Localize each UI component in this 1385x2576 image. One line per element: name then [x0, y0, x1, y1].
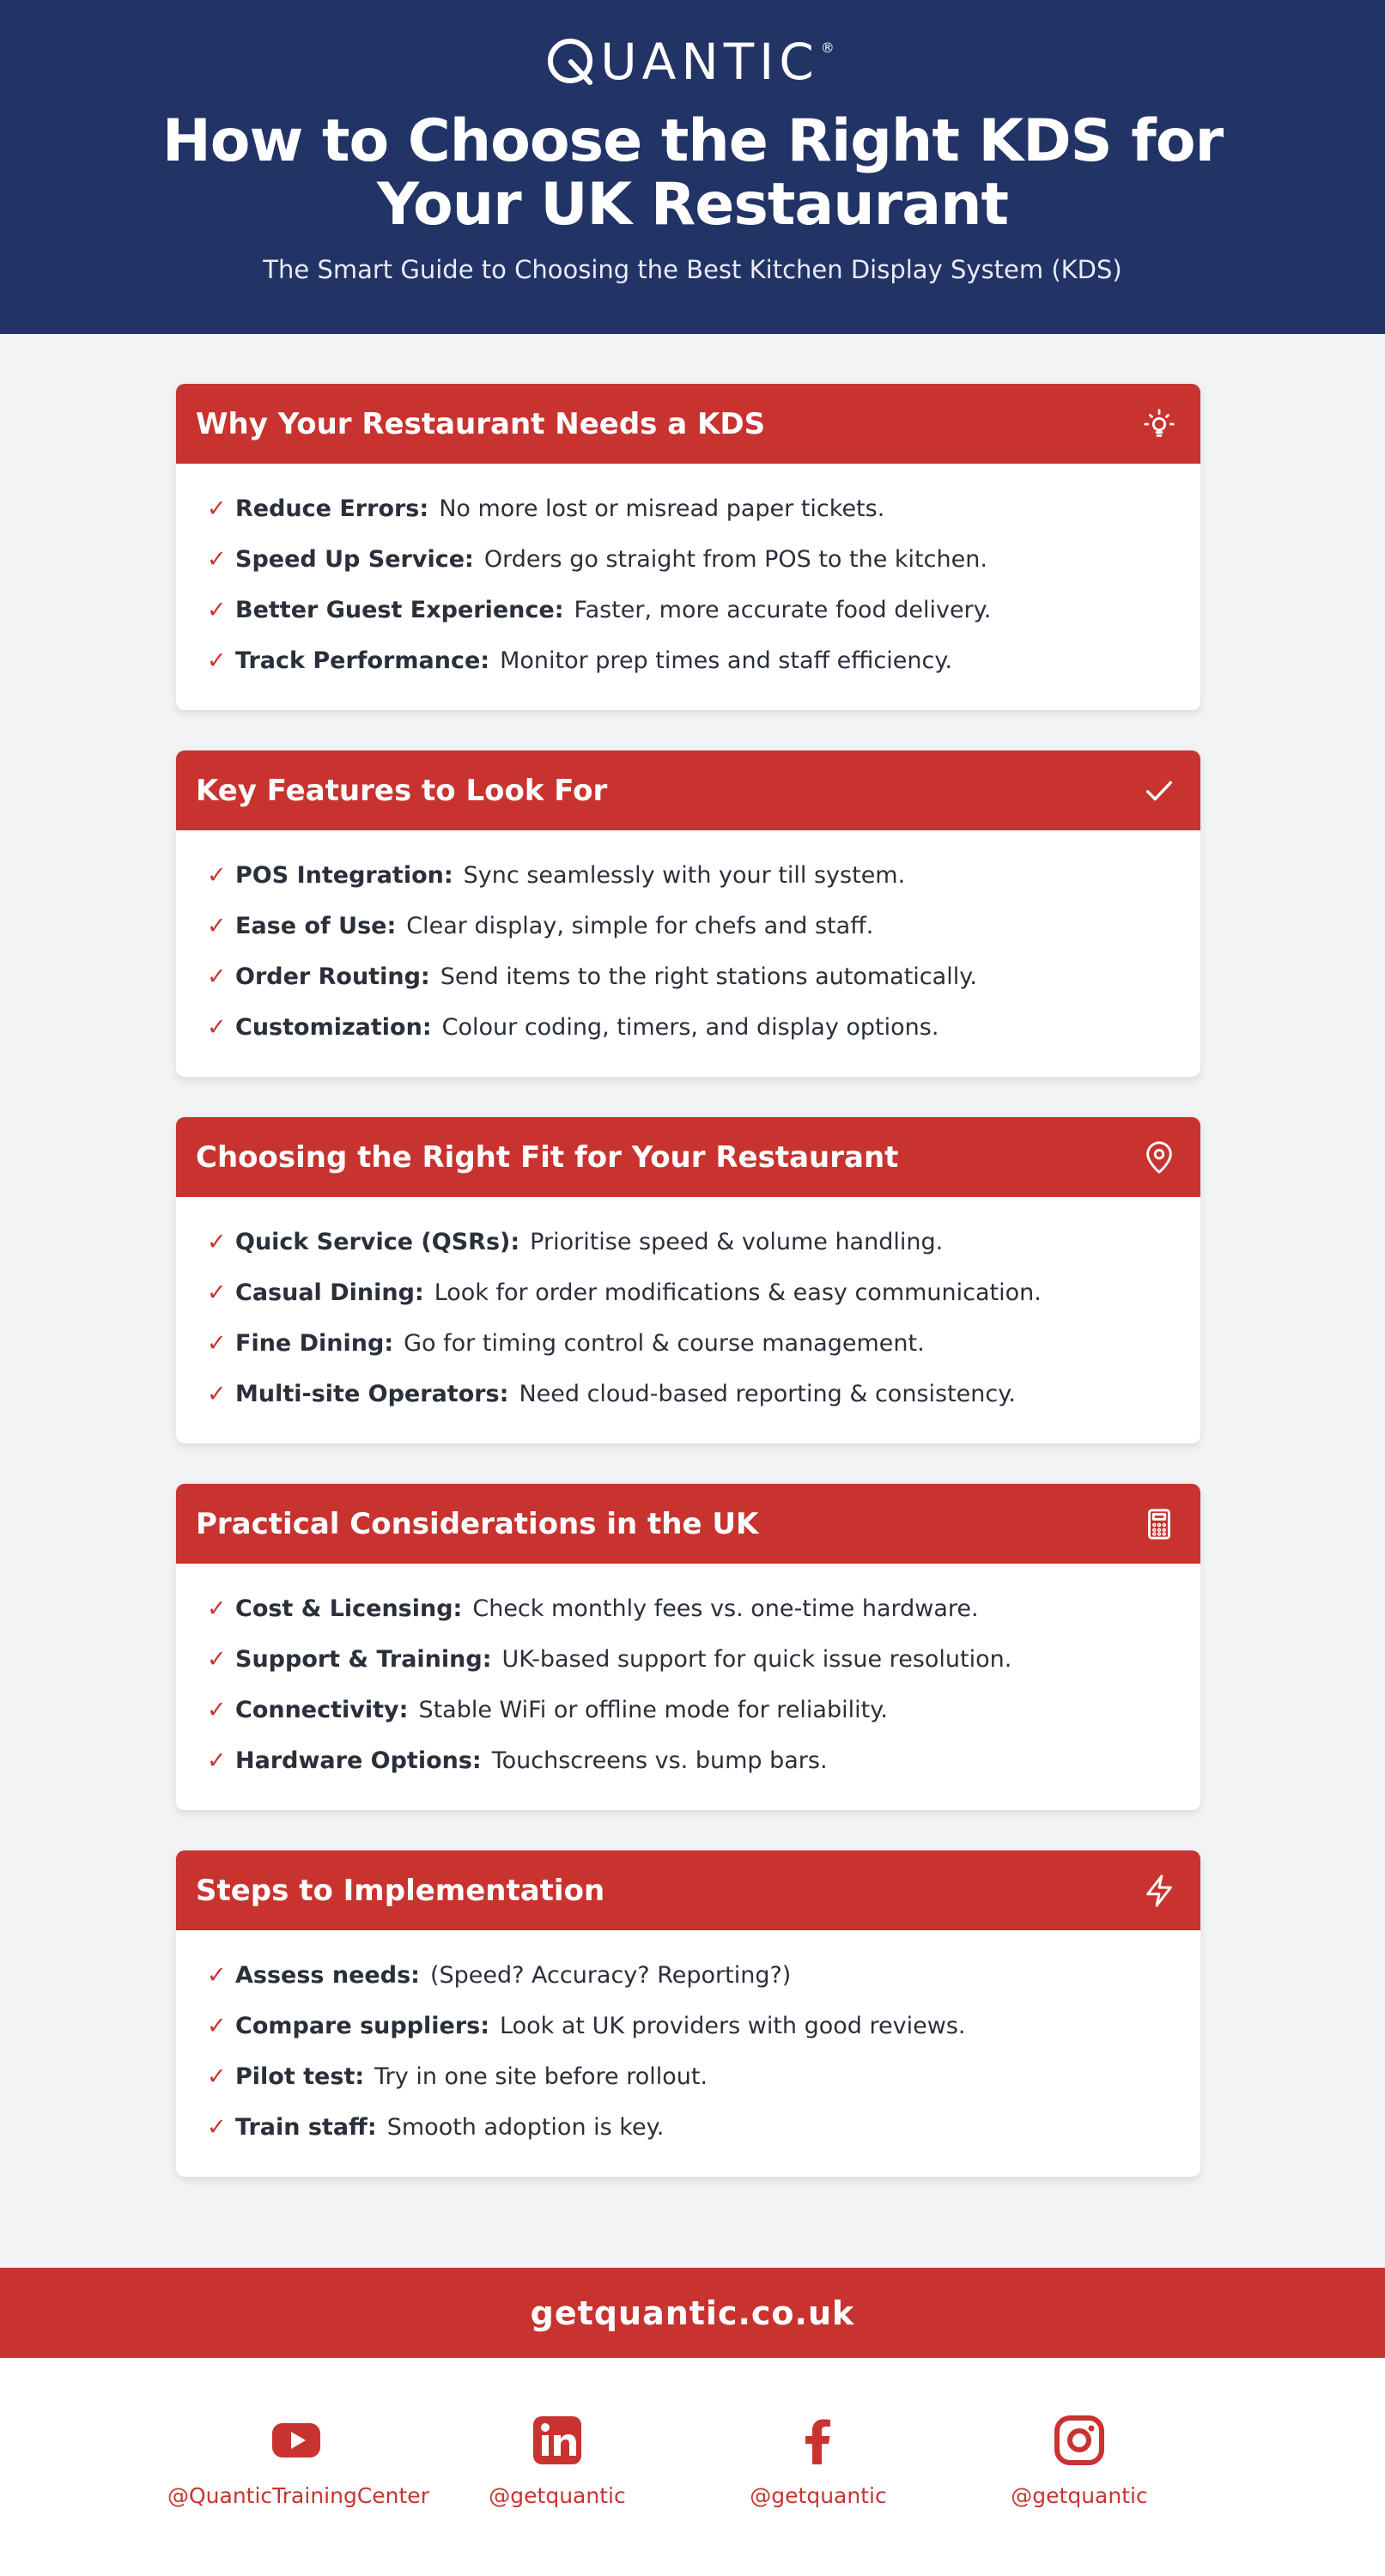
check-icon: ✓: [207, 1646, 227, 1673]
header-banner: [0, 0, 1385, 334]
website-banner: [0, 2268, 1385, 2358]
section-list: [176, 1930, 1200, 2161]
section-title: Steps to Implementation: [196, 1873, 605, 1908]
item-label: Reduce Errors:: [235, 495, 429, 522]
item-label: Compare suppliers:: [235, 2013, 490, 2039]
check-icon: ✓: [207, 495, 227, 522]
social-footer: [0, 2358, 1385, 2576]
section-list: [176, 1564, 1200, 1795]
list-item: [207, 1276, 1200, 1327]
list-item: [207, 644, 1200, 695]
section-title: Why Your Restaurant Needs a KDS: [196, 406, 766, 441]
check-icon: ✓: [207, 1014, 227, 1041]
check-icon: ✓: [207, 963, 227, 990]
check-icon: ✓: [207, 2114, 227, 2141]
location-pin-icon: [1140, 1139, 1178, 1176]
check-icon: ✓: [207, 913, 227, 939]
item-label: Multi-site Operators:: [235, 1381, 509, 1407]
item-label: Train staff:: [235, 2114, 377, 2141]
check-icon: ✓: [207, 1962, 227, 1989]
check-icon: ✓: [207, 597, 227, 623]
check-icon: ✓: [207, 1747, 227, 1774]
social-instagram[interactable]: [951, 2413, 1208, 2508]
item-label: Assess needs:: [235, 1962, 420, 1989]
list-item: [207, 543, 1200, 593]
list-item: [207, 2009, 1200, 2060]
checkmark-icon: [1140, 772, 1178, 810]
section-card: [176, 384, 1200, 710]
item-text: Need cloud-based reporting & consistency.: [519, 1381, 1016, 1407]
section-list: [176, 1197, 1200, 1428]
social-youtube[interactable]: [167, 2413, 429, 2508]
section-card: [176, 1850, 1200, 2177]
page-title: [0, 107, 1385, 239]
calculator-icon: [1140, 1505, 1178, 1543]
item-text: Go for timing control & course management.: [404, 1330, 925, 1357]
list-item: [207, 1693, 1200, 1744]
section-title: Key Features to Look For: [196, 773, 608, 808]
instagram-handle: @getquantic: [1011, 2483, 1148, 2508]
check-icon: ✓: [207, 647, 227, 674]
item-text: UK-based support for quick issue resolution.: [501, 1646, 1012, 1673]
lightbulb-icon: [1140, 405, 1178, 443]
check-icon: ✓: [207, 1330, 227, 1357]
check-icon: ✓: [207, 2013, 227, 2039]
section-card: [176, 750, 1200, 1077]
item-text: Send items to the right stations automatically.: [440, 963, 977, 990]
item-label: Better Guest Experience:: [235, 597, 564, 623]
list-item: [207, 1011, 1200, 1061]
item-label: Support & Training:: [235, 1646, 492, 1673]
lightning-icon: [1140, 1872, 1178, 1910]
check-icon: ✓: [207, 1595, 227, 1622]
title-line-1: How to Choose the Right KDS for: [161, 107, 1224, 175]
item-text: Look for order modifications & easy communication.: [434, 1279, 1042, 1306]
item-text: No more lost or misread paper tickets.: [439, 495, 885, 522]
item-text: Orders go straight from POS to the kitchen.: [483, 546, 987, 573]
facebook-icon: [791, 2413, 846, 2468]
list-item: [207, 1959, 1200, 2009]
item-text: (Speed? Accuracy? Reporting?): [429, 1962, 792, 1989]
check-icon: ✓: [207, 1229, 227, 1255]
item-label: Track Performance:: [235, 647, 490, 674]
item-label: Quick Service (QSRs):: [235, 1229, 520, 1255]
check-icon: ✓: [207, 1697, 227, 1723]
section-header: [176, 384, 1200, 464]
item-text: Faster, more accurate food delivery.: [574, 597, 992, 623]
social-facebook[interactable]: [689, 2413, 947, 2508]
check-icon: ✓: [207, 862, 227, 889]
section-header: [176, 1117, 1200, 1197]
list-item: [207, 859, 1200, 909]
list-item: [207, 909, 1200, 960]
section-list: [176, 464, 1200, 695]
list-item: [207, 960, 1200, 1011]
item-label: Pilot test:: [235, 2063, 365, 2090]
social-linkedin[interactable]: [428, 2413, 686, 2508]
item-label: Customization:: [235, 1014, 432, 1041]
item-text: Check monthly fees vs. one-time hardware.: [472, 1595, 979, 1622]
item-text: Try in one site before rollout.: [374, 2063, 708, 2090]
item-label: Order Routing:: [235, 963, 430, 990]
item-label: Cost & Licensing:: [235, 1595, 463, 1622]
section-list: [176, 830, 1200, 1061]
list-item: [207, 1377, 1200, 1428]
item-text: Colour coding, timers, and display options.: [441, 1014, 939, 1041]
logo-q-mark-icon: [545, 36, 597, 88]
list-item: [207, 1643, 1200, 1693]
check-icon: ✓: [207, 546, 227, 573]
list-item: [207, 1225, 1200, 1276]
check-icon: ✓: [207, 2063, 227, 2090]
item-label: POS Integration:: [235, 862, 453, 889]
item-label: Ease of Use:: [235, 913, 397, 939]
item-text: Prioritise speed & volume handling.: [530, 1229, 944, 1255]
youtube-icon: [269, 2413, 324, 2468]
item-label: Fine Dining:: [235, 1330, 394, 1357]
list-item: [207, 1744, 1200, 1795]
logo-text: UANTIC: [600, 33, 819, 91]
item-text: Touchscreens vs. bump bars.: [491, 1747, 828, 1774]
item-text: Sync seamlessly with your till system.: [463, 862, 906, 889]
section-card: [176, 1484, 1200, 1810]
item-text: Smooth adoption is key.: [386, 2114, 665, 2141]
item-label: Hardware Options:: [235, 1747, 482, 1774]
linkedin-handle: @getquantic: [489, 2483, 626, 2508]
logo-registered-mark: ®: [820, 39, 840, 56]
youtube-handle: @QuanticTrainingCenter: [167, 2483, 429, 2508]
item-label: Connectivity:: [235, 1697, 409, 1723]
item-label: Casual Dining:: [235, 1279, 424, 1306]
quantic-logo: [0, 33, 1385, 91]
linkedin-icon: [530, 2413, 585, 2468]
section-header: [176, 750, 1200, 830]
item-text: Clear display, simple for chefs and staff.: [406, 913, 874, 939]
instagram-icon: [1052, 2413, 1107, 2468]
check-icon: ✓: [207, 1381, 227, 1407]
website-link[interactable]: getquantic.co.uk: [530, 2293, 855, 2332]
section-header: [176, 1850, 1200, 1930]
item-label: Speed Up Service:: [235, 546, 474, 573]
list-item: [207, 2060, 1200, 2111]
section-header: [176, 1484, 1200, 1564]
list-item: [207, 1592, 1200, 1643]
item-text: Look at UK providers with good reviews.: [500, 2013, 966, 2039]
title-line-2: Your UK Restaurant: [376, 171, 1008, 239]
section-card: [176, 1117, 1200, 1443]
section-title: Practical Considerations in the UK: [196, 1506, 759, 1541]
item-text: Monitor prep times and staff efficiency.: [500, 647, 953, 674]
list-item: [207, 492, 1200, 543]
list-item: [207, 2111, 1200, 2161]
page-subtitle: The Smart Guide to Choosing the Best Kitchen Display System (KDS): [263, 255, 1122, 284]
item-text: Stable WiFi or offline mode for reliability.: [418, 1697, 888, 1723]
section-title: Choosing the Right Fit for Your Restaurant: [196, 1139, 899, 1175]
list-item: [207, 1327, 1200, 1377]
list-item: [207, 593, 1200, 644]
check-icon: ✓: [207, 1279, 227, 1306]
facebook-handle: @getquantic: [750, 2483, 887, 2508]
